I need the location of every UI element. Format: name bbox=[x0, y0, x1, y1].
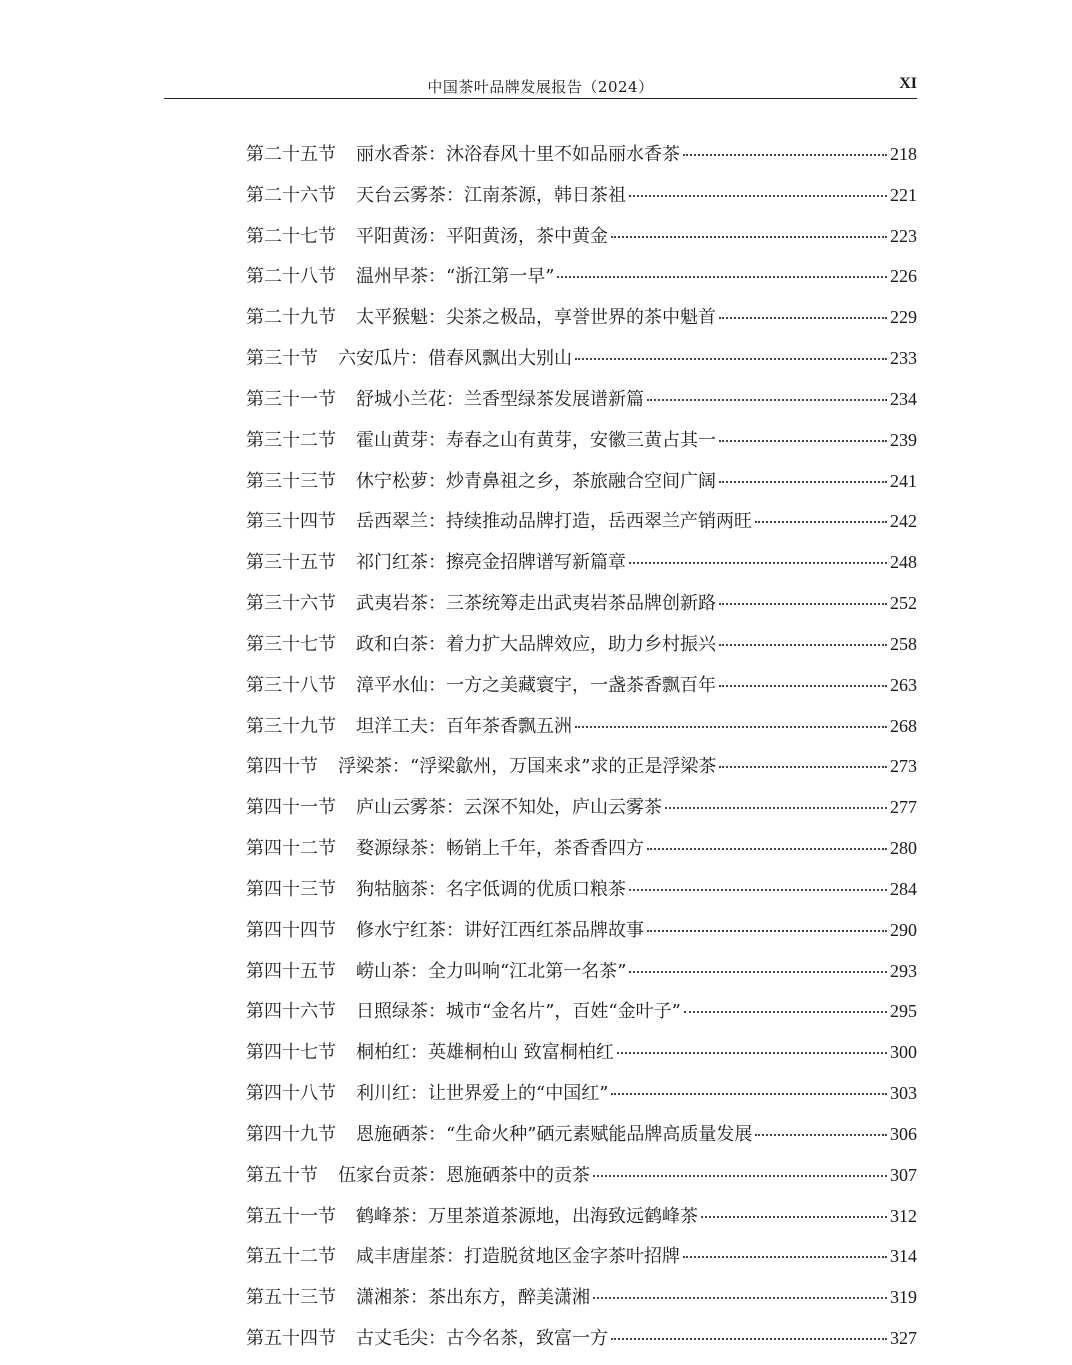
toc-page-number: 280 bbox=[890, 838, 917, 859]
dot-leader bbox=[719, 440, 887, 442]
toc-section-title: 丽水香茶：沐浴春风十里不如品丽水香茶 bbox=[356, 144, 680, 165]
toc-section-number: 第三十四节 bbox=[246, 511, 336, 533]
toc-page-number: 221 bbox=[890, 184, 917, 205]
toc-section-title: 祁门红茶：擦亮金招牌谱写新篇章 bbox=[356, 552, 626, 574]
toc-page-number: 268 bbox=[890, 715, 917, 736]
toc-page-number: 319 bbox=[890, 1287, 917, 1308]
dot-leader bbox=[647, 930, 887, 932]
dot-leader bbox=[701, 1216, 887, 1218]
toc-entry[interactable] bbox=[246, 589, 917, 630]
dot-leader bbox=[719, 685, 887, 687]
toc-entry[interactable] bbox=[246, 630, 917, 671]
toc-section-number: 第四十九节 bbox=[246, 1123, 336, 1145]
toc-page-number: 223 bbox=[890, 225, 917, 246]
dot-leader bbox=[647, 848, 887, 850]
dot-leader bbox=[629, 562, 887, 564]
toc-section-number: 第四十六节 bbox=[246, 1001, 336, 1023]
dot-leader bbox=[593, 1297, 887, 1299]
toc-section-number: 第四十八节 bbox=[246, 1083, 336, 1105]
toc-entry[interactable] bbox=[246, 1038, 917, 1079]
toc-page-number: 295 bbox=[890, 1001, 917, 1022]
toc-section-title: 古丈毛尖：古今名茶，致富一方 bbox=[356, 1328, 608, 1350]
toc-section-title: 崂山茶：全力叫响“江北第一名茶” bbox=[356, 960, 627, 982]
toc-section-title: 婺源绿茶：畅销上千年，茶香香四方 bbox=[356, 838, 644, 860]
toc-entry[interactable] bbox=[246, 344, 917, 385]
toc-section-number: 第三十一节 bbox=[246, 388, 336, 410]
toc-page-number: 263 bbox=[890, 674, 917, 695]
toc-section-title: 温州早茶：“浙江第一早” bbox=[356, 266, 555, 288]
book-title: 中国茶叶品牌发展报告（2024） bbox=[427, 78, 654, 96]
toc-section-number: 第四十三节 bbox=[246, 878, 336, 900]
toc-entry[interactable] bbox=[246, 834, 917, 875]
toc-entry[interactable] bbox=[246, 426, 917, 467]
toc-section-number: 第二十六节 bbox=[246, 184, 336, 206]
dot-leader bbox=[665, 807, 887, 809]
dot-leader bbox=[684, 1011, 887, 1013]
toc-section-number: 第四十五节 bbox=[246, 960, 336, 982]
toc-entry[interactable] bbox=[246, 1283, 917, 1324]
toc-page-number: 284 bbox=[890, 878, 917, 899]
toc-section-title: 霍山黄芽：寿春之山有黄芽，安徽三黄占其一 bbox=[356, 429, 716, 451]
toc-entry[interactable] bbox=[246, 997, 917, 1038]
toc-page-number: 241 bbox=[890, 470, 917, 491]
dot-leader bbox=[719, 481, 887, 483]
toc-entry[interactable] bbox=[246, 1202, 917, 1243]
toc-entry[interactable] bbox=[246, 1242, 917, 1283]
toc-section-title: 六安瓜片：借春风飘出大别山 bbox=[338, 348, 572, 370]
toc-page-number: 307 bbox=[890, 1164, 917, 1185]
toc-page-number: 252 bbox=[890, 593, 917, 614]
toc-page-number: 314 bbox=[890, 1246, 917, 1267]
toc-page-number: 229 bbox=[890, 307, 917, 328]
toc-section-title: 岳西翠兰：持续推动品牌打造，岳西翠兰产销两旺 bbox=[356, 511, 752, 533]
toc-entry[interactable] bbox=[246, 916, 917, 957]
toc-section-number: 第五十二节 bbox=[246, 1246, 336, 1268]
toc-entry[interactable] bbox=[246, 671, 917, 712]
toc-section-title: 武夷岩茶：三茶统筹走出武夷岩茶品牌创新路 bbox=[356, 593, 716, 615]
toc-entry[interactable] bbox=[246, 1161, 917, 1202]
dot-leader bbox=[755, 1134, 887, 1136]
toc-section-number: 第四十二节 bbox=[246, 838, 336, 860]
toc-page-number: 218 bbox=[890, 144, 917, 164]
toc-entry[interactable] bbox=[246, 1324, 917, 1365]
toc-section-title: 休宁松萝：炒青鼻祖之乡，茶旅融合空间广阔 bbox=[356, 470, 716, 492]
dot-leader bbox=[593, 1175, 887, 1177]
toc-entry[interactable] bbox=[246, 875, 917, 916]
dot-leader bbox=[647, 399, 887, 401]
toc-entry[interactable] bbox=[246, 181, 917, 222]
toc-section-title: 伍家台贡茶：恩施硒茶中的贡茶 bbox=[338, 1164, 590, 1186]
toc-section-title: 浮梁茶：“浮梁歙州，万国来求”求的正是浮梁茶 bbox=[338, 756, 717, 778]
toc-section-title: 平阳黄汤：平阳黄汤，茶中黄金 bbox=[356, 225, 608, 247]
dot-leader bbox=[719, 644, 887, 646]
toc-entry[interactable] bbox=[246, 507, 917, 548]
toc-entry[interactable] bbox=[246, 752, 917, 793]
toc-section-number: 第二十九节 bbox=[246, 307, 336, 329]
toc-page-number: 293 bbox=[890, 960, 917, 981]
toc-section-number: 第四十一节 bbox=[246, 797, 336, 819]
toc-section-number: 第五十三节 bbox=[246, 1287, 336, 1309]
toc-page-number: 233 bbox=[890, 348, 917, 369]
toc-entry[interactable] bbox=[246, 467, 917, 508]
toc-page-number: 226 bbox=[890, 266, 917, 287]
toc-section-number: 第三十二节 bbox=[246, 429, 336, 451]
toc-section-number: 第三十三节 bbox=[246, 470, 336, 492]
toc-section-title: 咸丰唐崖茶：打造脱贫地区金字茶叶招牌 bbox=[356, 1246, 680, 1268]
toc-section-title: 坦洋工夫：百年茶香飘五洲 bbox=[356, 715, 572, 737]
toc-entry[interactable] bbox=[246, 957, 917, 998]
toc-page-number: 242 bbox=[890, 511, 917, 532]
dot-leader bbox=[719, 317, 887, 319]
toc-section-number: 第五十节 bbox=[246, 1164, 318, 1186]
toc-section-number: 第四十七节 bbox=[246, 1042, 336, 1064]
toc-page-number: 258 bbox=[890, 633, 917, 654]
toc-section-number: 第二十五节 bbox=[246, 144, 336, 165]
toc-section-number: 第三十八节 bbox=[246, 674, 336, 696]
toc-section-title: 天台云雾茶：江南茶源，韩日茶祖 bbox=[356, 184, 626, 206]
dot-leader bbox=[683, 154, 887, 156]
toc-section-number: 第三十五节 bbox=[246, 552, 336, 574]
toc-section-number: 第五十四节 bbox=[246, 1328, 336, 1350]
toc-section-number: 第四十节 bbox=[246, 756, 318, 778]
table-of-contents bbox=[246, 140, 917, 1365]
dot-leader bbox=[629, 889, 887, 891]
toc-page-number: 300 bbox=[890, 1042, 917, 1063]
toc-entry[interactable] bbox=[246, 262, 917, 303]
toc-entry[interactable] bbox=[246, 548, 917, 589]
dot-leader bbox=[611, 236, 887, 238]
toc-entry[interactable] bbox=[246, 222, 917, 263]
toc-entry[interactable] bbox=[246, 1120, 917, 1161]
dot-leader bbox=[575, 358, 887, 360]
toc-page-number: 234 bbox=[890, 388, 917, 409]
toc-entry[interactable] bbox=[246, 712, 917, 753]
dot-leader bbox=[557, 276, 887, 278]
page-number: XI bbox=[899, 75, 917, 92]
toc-section-title: 修水宁红茶：讲好江西红茶品牌故事 bbox=[356, 919, 644, 941]
toc-section-number: 第三十七节 bbox=[246, 633, 336, 655]
toc-section-title: 潇湘茶：茶出东方，醉美潇湘 bbox=[356, 1287, 590, 1309]
dot-leader bbox=[719, 766, 887, 768]
toc-entry[interactable] bbox=[246, 140, 917, 181]
toc-page-number: 273 bbox=[890, 756, 917, 777]
dot-leader bbox=[755, 521, 887, 523]
toc-page-number: 303 bbox=[890, 1083, 917, 1104]
dot-leader bbox=[629, 971, 887, 973]
toc-page-number: 312 bbox=[890, 1205, 917, 1226]
toc-section-number: 第二十八节 bbox=[246, 266, 336, 288]
toc-section-number: 第三十节 bbox=[246, 348, 318, 370]
toc-section-title: 漳平水仙：一方之美藏寰宇，一盏茶香飘百年 bbox=[356, 674, 716, 696]
toc-section-title: 桐柏红：英雄桐柏山 致富桐柏红 bbox=[356, 1042, 614, 1064]
dot-leader bbox=[629, 195, 887, 197]
running-header bbox=[164, 74, 917, 99]
toc-page-number: 290 bbox=[890, 919, 917, 940]
toc-section-title: 利川红：让世界爱上的“中国红” bbox=[356, 1083, 609, 1105]
toc-entry[interactable] bbox=[246, 793, 917, 834]
dot-leader bbox=[611, 1093, 887, 1095]
dot-leader bbox=[683, 1256, 887, 1258]
toc-section-number: 第三十九节 bbox=[246, 715, 336, 737]
toc-section-number: 第三十六节 bbox=[246, 593, 336, 615]
toc-section-title: 日照绿茶：城市“金名片”，百姓“金叶子” bbox=[356, 1001, 681, 1023]
dot-leader bbox=[719, 603, 887, 605]
toc-section-number: 第二十七节 bbox=[246, 225, 336, 247]
toc-page-number: 277 bbox=[890, 797, 917, 818]
toc-section-title: 庐山云雾茶：云深不知处，庐山云雾茶 bbox=[356, 797, 662, 819]
dot-leader bbox=[617, 1052, 887, 1054]
toc-section-title: 狗牯脑茶：名字低调的优质口粮茶 bbox=[356, 878, 626, 900]
toc-entry[interactable] bbox=[246, 385, 917, 426]
toc-section-title: 舒城小兰花：兰香型绿茶发展谱新篇 bbox=[356, 388, 644, 410]
toc-section-title: 太平猴魁：尖茶之极品，享誉世界的茶中魁首 bbox=[356, 307, 716, 329]
toc-page-number: 327 bbox=[890, 1328, 917, 1349]
toc-entry[interactable] bbox=[246, 1079, 917, 1120]
toc-page-number: 239 bbox=[890, 429, 917, 450]
dot-leader bbox=[611, 1338, 887, 1340]
toc-section-number: 第五十一节 bbox=[246, 1205, 336, 1227]
toc-section-number: 第四十四节 bbox=[246, 919, 336, 941]
toc-section-title: 鹤峰茶：万里茶道茶源地，出海致远鹤峰茶 bbox=[356, 1205, 698, 1227]
toc-page-number: 306 bbox=[890, 1123, 917, 1144]
toc-section-title: 恩施硒茶：“生命火种”硒元素赋能品牌高质量发展 bbox=[356, 1123, 753, 1145]
dot-leader bbox=[575, 726, 887, 728]
toc-page-number: 248 bbox=[890, 552, 917, 573]
toc-entry[interactable] bbox=[246, 303, 917, 344]
toc-section-title: 政和白茶：着力扩大品牌效应，助力乡村振兴 bbox=[356, 633, 716, 655]
